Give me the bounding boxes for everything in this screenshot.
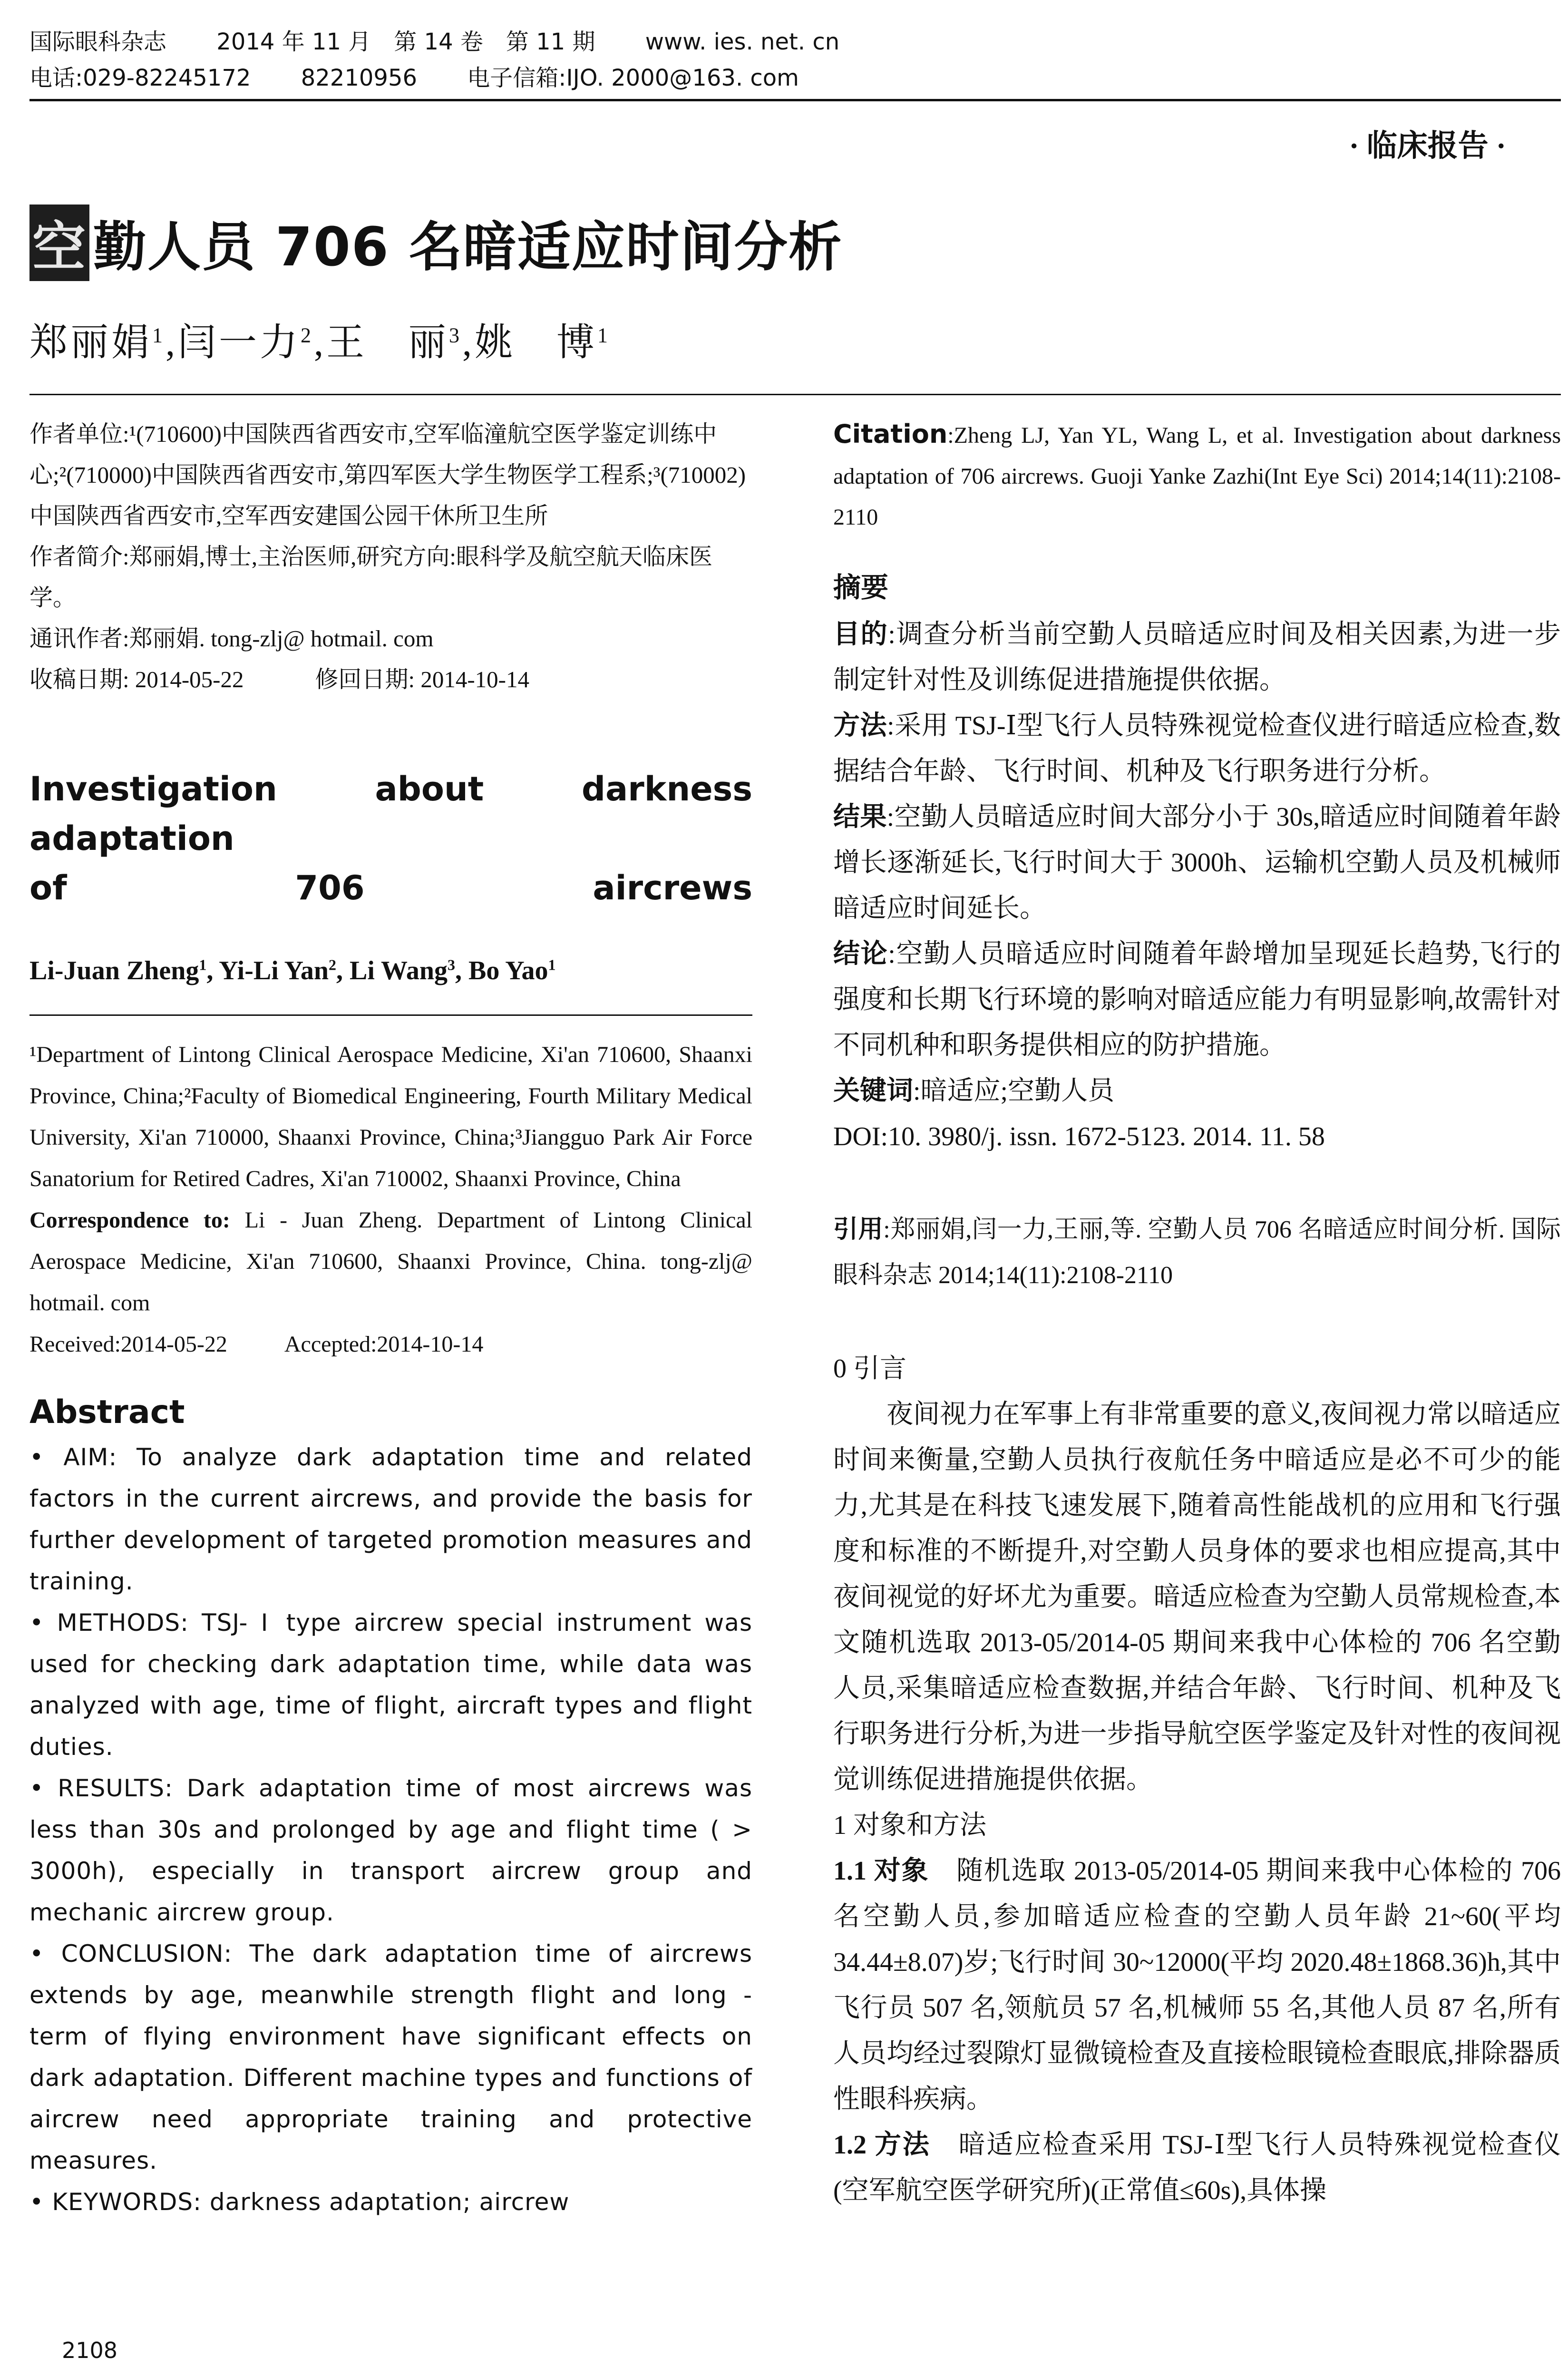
english-authors: Li-Juan Zheng$^1$, Yi-Li Yan$^2$, Li Wang$^3$, Bo Yao$^1$ [29, 956, 556, 985]
author-sup: 1 [152, 323, 166, 347]
left-column [29, 414, 752, 2223]
english-title-line2: of 706 aircrews [29, 868, 752, 907]
abstract-keywords: • KEYWORDS: darkness adaptation; aircrew [29, 2188, 570, 2216]
author-info-cn [29, 414, 752, 700]
journal-name: 国际眼科杂志 [29, 29, 167, 55]
journal-website: www. ies. net. cn [645, 29, 840, 55]
author-cn: 王 丽 [326, 322, 449, 364]
header-divider [29, 99, 1561, 101]
dates-en [29, 1324, 752, 1365]
doi: DOI:10. 3980/j. issn. 1672-5123. 2014. 11. 58 [833, 1122, 1325, 1151]
author-bio: 作者简介:郑丽娟,博士,主治医师,研究方向:眼科学及航空航天临床医学。 [29, 544, 712, 611]
abstract-aim: • AIM: To analyze dark adaptation time and related factors in the current aircrews, and provide the basis for further development of targeted promotion measures and training. [29, 1443, 752, 1595]
citation-text: :Zheng LJ, Yan YL, Wang L, et al. Investigation about darkness adaptation of 706 aircrews. Guoji Yanke Zazhi(Int Eye Sci) 2014;14(11):2108-2110 [833, 423, 1561, 530]
section-1-2-label: 1.2 方法 [833, 2130, 931, 2160]
author-en: Bo Yao [468, 956, 548, 985]
author-en: Yi-Li Yan [219, 956, 329, 985]
section-tag: · 临床报告 · [1349, 129, 1506, 163]
abstract-cn-aim [833, 612, 1561, 703]
keywords-text: :暗适应;空勤人员 [913, 1076, 1115, 1106]
author-units: 作者单位:¹(710600)中国陕西省西安市,空军临潼航空医学鉴定训练中心;²(710000)中国陕西省西安市,第四军医大学生物医学工程系;³(710002)中国陕西省西安市,空军西安建国公园干休所卫生所 [29, 421, 746, 529]
author-en: Li-Juan Zheng [29, 956, 199, 985]
abstract-conclusion: • CONCLUSION: The dark adaptation time of aircrews extends by age, meanwhile strength flight and long - term of flying environment have significant effects on dark adaptation. Different machine types and functions of aircrew need appropriate training and protective measures. [29, 1940, 752, 2174]
section-1-2 [833, 2122, 1561, 2213]
authors-cn: 郑丽娟$^1$,闫一力$^2$,王 丽$^3$,姚 博$^1$ [29, 322, 611, 364]
results-text: :空勤人员暗适应时间大部分小于 30s,暗适应时间随着年龄增长逐渐延长,飞行时间大于 3000h、运输机空勤人员及机械师暗适应时间延长。 [833, 802, 1561, 923]
phone-number: 电话:029-82245172 [29, 65, 251, 91]
author-sup: 3 [448, 956, 455, 974]
author-cn: 姚 博 [475, 322, 597, 364]
author-cn: 闫一力 [178, 322, 301, 364]
issue-info: 2014 年 11 月 第 14 卷 第 11 期 [216, 29, 595, 55]
article-title [29, 205, 843, 281]
citation-en [833, 414, 1561, 538]
conclusion-text: :空勤人员暗适应时间随着年龄增加呈现延长趋势,飞行的强度和长期飞行环境的影响对暗适应能力有明显影响,故需针对不同机种和职务提供相应的防护措施。 [833, 939, 1561, 1060]
abstract-cn-keywords [833, 1068, 1561, 1114]
correspondence-en [29, 1199, 752, 1324]
abstract-en [29, 1393, 752, 2223]
received-date-cn: 收稿日期: 2014-05-22 [29, 666, 244, 692]
english-title [29, 764, 752, 913]
citation-cn-text: :郑丽娟,闫一力,王丽,等. 空勤人员 706 名暗适应时间分析. 国际眼科杂志 2014;14(11):2108-2110 [833, 1216, 1561, 1289]
author-sup: 1 [548, 956, 556, 974]
author-sup: 2 [329, 956, 337, 974]
title-rest: 勤人员 706 名暗适应时间分析 [93, 216, 843, 278]
keywords-label: 关键词 [833, 1076, 913, 1106]
phone-number-2: 82210956 [301, 65, 418, 91]
methods-text: :采用 TSJ-Ⅰ型飞行人员特殊视觉检查仪进行暗适应检查,数据结合年龄、飞行时间、机种及飞行职务进行分析。 [833, 711, 1561, 786]
title-first-char: 空 [29, 205, 89, 281]
received-date-en: Received:2014-05-22 [29, 1332, 227, 1357]
citation-cn [833, 1207, 1561, 1298]
page-number: 2108 [62, 2338, 118, 2363]
section-1-1 [833, 1848, 1561, 2122]
authors-divider [29, 394, 1561, 395]
introduction [833, 1346, 1561, 2213]
running-header [29, 24, 1551, 96]
journal-email: 电子信箱:IJO. 2000@163. com [467, 65, 799, 91]
abstract-cn [833, 564, 1561, 1159]
abstract-cn-heading: 摘要 [833, 572, 889, 603]
revised-date-cn: 修回日期: 2014-10-14 [315, 666, 529, 692]
aim-label: 目的 [833, 620, 888, 649]
conclusion-label: 结论 [833, 939, 888, 969]
section-1-2-text: 暗适应检查采用 TSJ-Ⅰ型飞行人员特殊视觉检查仪(空军航空医学研究所)(正常值≤60s),具体操 [833, 2130, 1561, 2205]
affiliation-text: ¹Department of Lintong Clinical Aerospace Medicine, Xi'an 710600, Shaanxi Province, China;²Faculty of Biomedical Engineering, Fourth Military Medical University, Xi'an 710000, Shaanxi Province, China;³Jiangguo Park Air Force Sanatorium for Retired Cadres, Xi'an 710002, Shaanxi Province, China [29, 1042, 752, 1191]
intro-paragraph: 夜间视力在军事上有非常重要的意义,夜间视力常以暗适应时间来衡量,空勤人员执行夜航任务中暗适应是必不可少的能力,尤其是在科技飞速发展下,随着高性能战机的应用和飞行强度和标准的不断提升,对空勤人员身体的要求也相应提高,其中夜间视觉的好坏尤为重要。暗适应检查为空勤人员常规检查,本文随机选取 2013-05/2014-05 期间来我中心体检的 706 名空勤人员,采集暗适应检查数据,并结合年龄、飞行时间、机种及飞行职务进行分析,为进一步指导航空医学鉴定及针对性的夜间视觉训练促进措施提供依据。 [833, 1400, 1561, 1794]
intro-heading: 0 引言 [833, 1354, 906, 1383]
aim-text: :调查分析当前空勤人员暗适应时间及相关因素,为进一步制定针对性及训练促进措施提供依据。 [833, 620, 1561, 695]
english-authors-divider [29, 1014, 752, 1016]
right-column [833, 414, 1561, 2213]
author-cn: 郑丽娟 [29, 322, 152, 364]
author-sup: 2 [301, 323, 314, 347]
accepted-date-en: Accepted:2014-10-14 [284, 1332, 484, 1357]
author-sup: 1 [597, 323, 611, 347]
correspondence-label: Correspondence to: [29, 1208, 230, 1233]
correspondence-text: Li - Juan Zheng. Department of Lintong Clinical Aerospace Medicine, Xi'an 710600, Shaanxi Province, China. tong-zlj@ hotmail. com [29, 1208, 752, 1315]
affiliations-en [29, 1034, 752, 1365]
citation-cn-label: 引用 [833, 1216, 884, 1243]
citation-label: Citation [833, 419, 948, 449]
english-title-line1: Investigation about darkness adaptation [29, 770, 752, 858]
section-1-1-text: 随机选取 2013-05/2014-05 期间来我中心体检的 706 名空勤人员,参加暗适应检查的空勤人员年龄 21~60(平均 34.44±8.07)岁;飞行时间 30~12000(平均 2020.48±1868.36)h,其中飞行员 507 名,领航员 57 名,机械师 55 名,其他人员 87 名,所有人员均经过裂隙灯显微镜检查及直接检眼镜检查眼底,排除器质性眼科疾病。 [833, 1856, 1561, 2114]
author-sup: 1 [199, 956, 207, 974]
abstract-results: • RESULTS: Dark adaptation time of most aircrews was less than 30s and prolonged by age and flight time ( > 3000h), especially in transport aircrew group and mechanic aircrew group. [29, 1774, 752, 1926]
results-label: 结果 [833, 802, 887, 832]
abstract-heading: Abstract [29, 1393, 185, 1431]
corresponding-author: 通讯作者:郑丽娟. tong-zlj@ hotmail. com [29, 625, 434, 652]
abstract-cn-methods [833, 703, 1561, 794]
dates-cn [29, 659, 752, 700]
author-en: Li Wang [350, 956, 448, 985]
section1-heading: 1 对象和方法 [833, 1811, 986, 1840]
methods-label: 方法 [833, 711, 887, 740]
abstract-cn-conclusion [833, 931, 1561, 1068]
author-sup: 3 [449, 323, 462, 347]
abstract-cn-results [833, 794, 1561, 931]
section-1-1-label: 1.1 对象 [833, 1856, 929, 1886]
abstract-methods: • METHODS: TSJ- Ⅰ type aircrew special instrument was used for checking dark adaptation time, while data was analyzed with age, time of flight, aircraft types and flight duties. [29, 1609, 752, 1761]
